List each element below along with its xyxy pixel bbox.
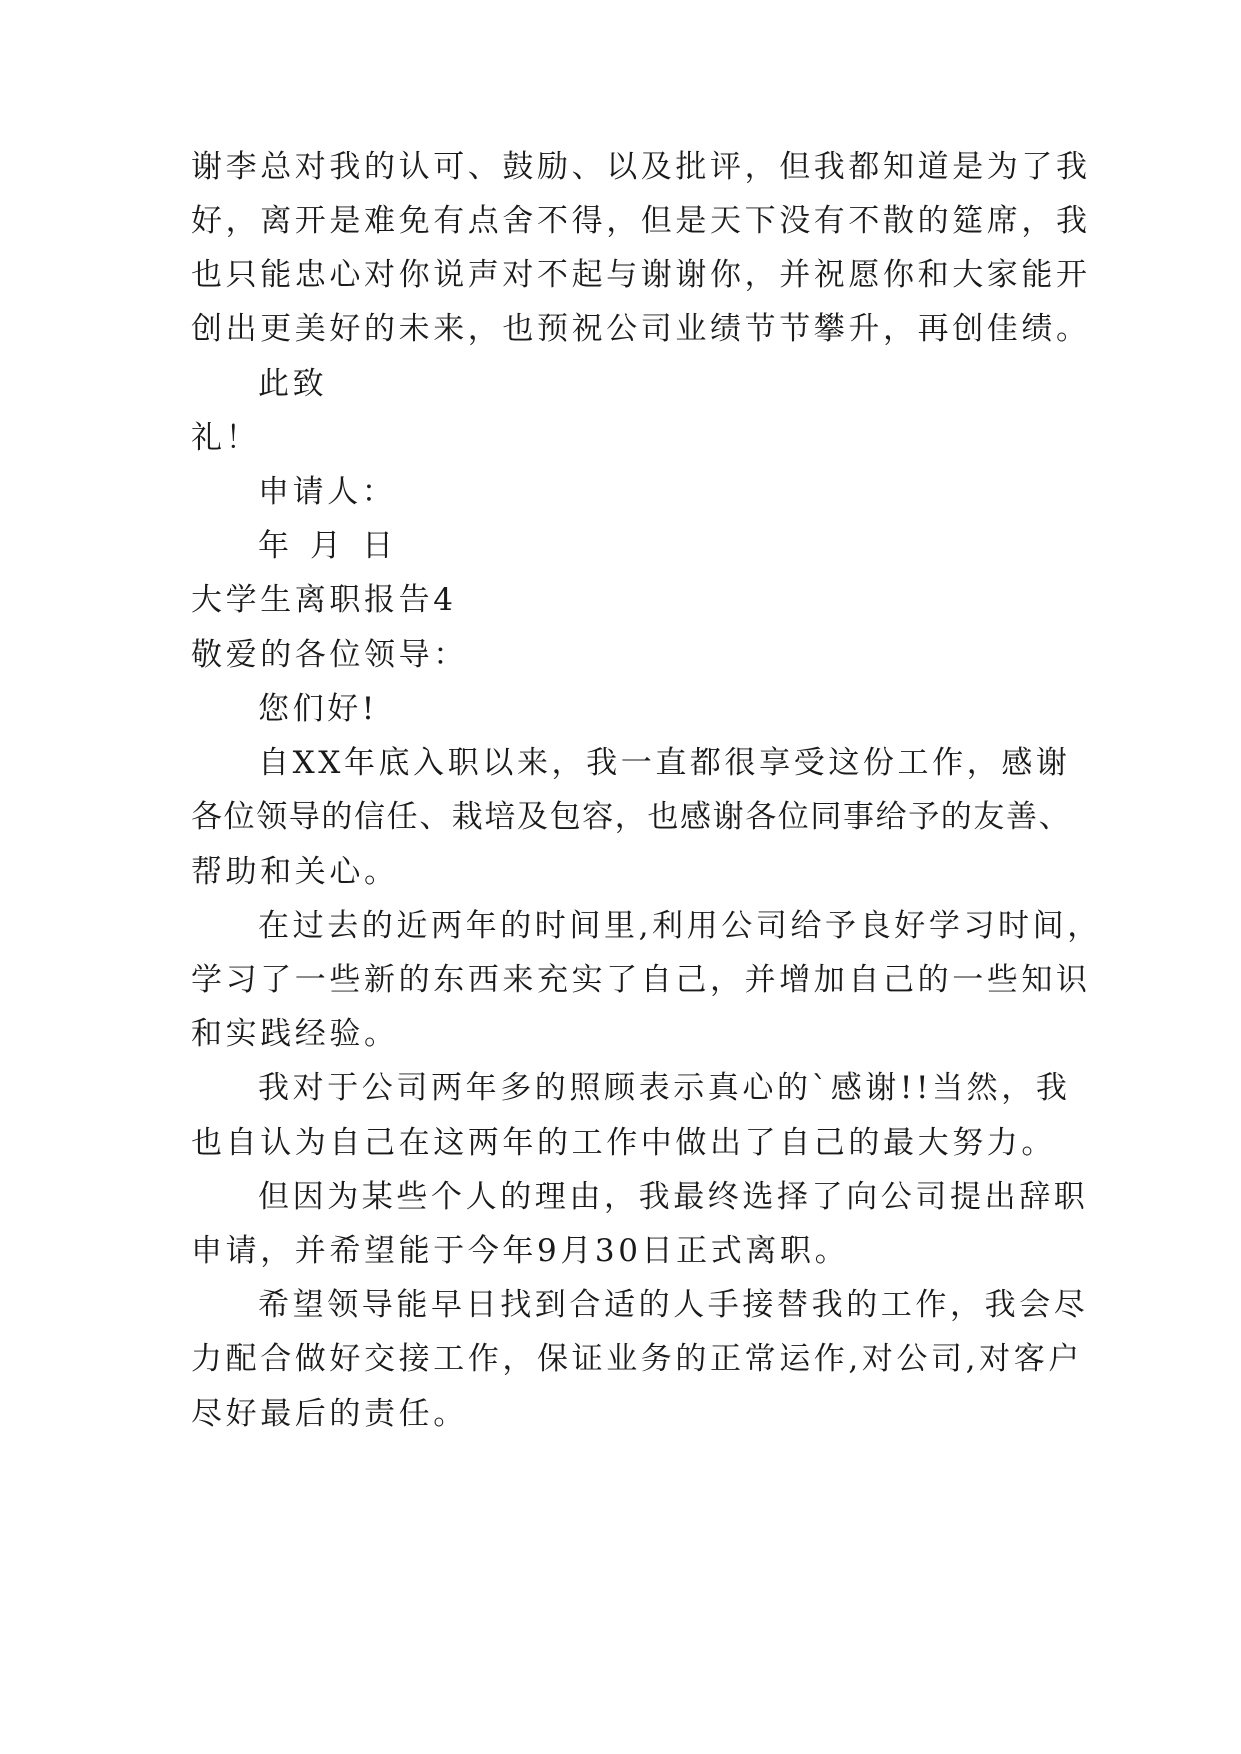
text-line: 各位领导的信任、栽培及包容，也感谢各位同事给予的友善、	[191, 799, 1072, 835]
letter-greeting: 敬爱的各位领导：	[191, 637, 468, 673]
text-line: 和实践经验。	[191, 1016, 399, 1052]
text-line: 谢李总对我的认可、鼓励、以及批评，但我都知道是为了我	[191, 149, 1091, 185]
text-line: 在过去的近两年的时间里,利用公司给予良好学习时间，	[258, 908, 1102, 944]
text-line: 希望领导能早日找到合适的人手接替我的工作，我会尽	[258, 1287, 1089, 1323]
text-line: 帮助和关心。	[191, 854, 399, 890]
text-line: 您们好!	[258, 691, 378, 727]
text-line: 学习了一些新的东西来充实了自己，并增加自己的一些知识	[191, 962, 1091, 998]
text-line: 尽好最后的责任。	[191, 1396, 468, 1432]
closing-salutation: 此致	[258, 366, 328, 402]
applicant-label: 申请人：	[258, 474, 397, 510]
closing-respect: 礼！	[191, 420, 261, 456]
text-line: 创出更美好的未来，也预祝公司业绩节节攀升，再创佳绩。	[191, 311, 1091, 347]
text-line: 也自认为自己在这两年的工作中做出了自己的最大努力。	[191, 1125, 1056, 1161]
text-line: 力配合做好交接工作，保证业务的正常运作,对公司,对客户	[191, 1341, 1083, 1377]
date-line: 年 月 日	[258, 528, 399, 564]
text-line: 但因为某些个人的理由，我最终选择了向公司提出辞职	[258, 1179, 1089, 1215]
text-line: 我对于公司两年多的照顾表示真心的`感谢!!当然，我	[258, 1070, 1071, 1106]
text-line: 自XX年底入职以来，我一直都很享受这份工作，感谢	[258, 745, 1071, 781]
section-title: 大学生离职报告4	[191, 582, 457, 618]
text-line: 好，离开是难免有点舍不得，但是天下没有不散的筵席，我	[191, 203, 1091, 239]
text-line: 申请，并希望能于今年9月30日正式离职。	[191, 1233, 850, 1269]
text-line: 也只能忠心对你说声对不起与谢谢你，并祝愿你和大家能开	[191, 257, 1091, 293]
